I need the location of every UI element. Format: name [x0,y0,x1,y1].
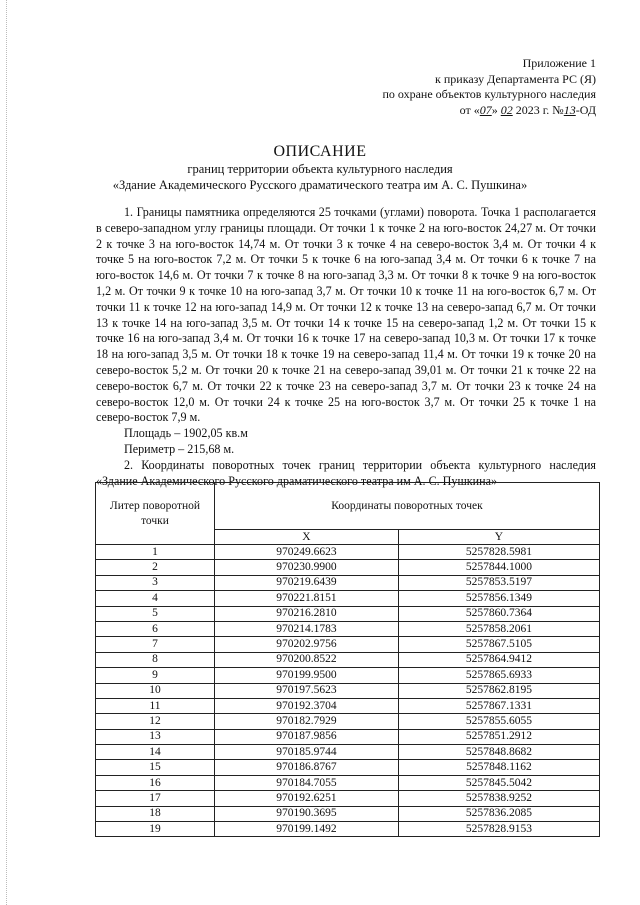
table-row [96,698,600,713]
cell-point: 15 [96,760,215,775]
cell-y: 5257836.2085 [398,806,599,821]
cell-y: 5257867.5105 [398,637,599,652]
subtitle-line-1: границ территории объекта культурного наследия [187,162,453,176]
cell-y: 5257851.2912 [398,729,599,744]
cell-point: 3 [96,575,215,590]
cell-x: 970182.7929 [215,714,399,729]
document-subtitle [0,162,640,193]
cell-x: 970192.6251 [215,791,399,806]
date-mid: » [491,102,501,117]
cell-x: 970219.6439 [215,575,399,590]
date-prefix: от « [459,102,480,117]
cell-y: 5257845.5042 [398,775,599,790]
coordinates-table [95,482,600,837]
cell-y: 5257858.2061 [398,621,599,636]
cell-point: 18 [96,806,215,821]
cell-x: 970249.6623 [215,545,399,560]
table-row [96,806,600,821]
table-row [96,791,600,806]
header-y: Y [398,530,599,545]
cell-point: 11 [96,698,215,713]
cell-y: 5257864.9412 [398,652,599,667]
table-row [96,621,600,636]
cell-x: 970216.2810 [215,606,399,621]
cell-x: 970184.7055 [215,775,399,790]
cell-point: 4 [96,591,215,606]
cell-x: 970185.9744 [215,745,399,760]
boundary-description-paragraph: 1. Границы памятника определяются 25 точками (углами) поворота. Точка 1 располагается в северо-западном углу границы площади. От точки 1 к точке 2 на юго-восток 24,27 м. От точки 2 к точке 3 на юго-восток 14,74 м. От точки 3 к точке 4 на северо-восток 3,4 м. От точки 4 к точке 5 на юго-восток 7,2 м. От точки 5 к точке 6 на юго-запад 3,4 м. От точки 6 к точке 7 на юго-восток 14,6 м. От точки 7 к точке 8 на юго-запад 3,3 м. От точки 8 к точке 9 на юго-восток 1,2 м. От точки 9 к точке 10 на юго-запад 3,7 м. От точки 10 к точке 11 на юго-восток 6,7 м. От точки 11 к точке 12 на юго-запад 14,9 м. От точки 12 к точке 13 на северо-запад 6,7 м. От точки 13 к точке 14 на юго-запад 3,5 м. От точки 14 к точке 15 на северо-запад 1,2 м. От точки 15 к точке 16 на юго-запад 3,4 м. От точки 16 к точке 17 на северо-запад 10,3 м. От точки 17 к точке 18 на юго-запад 3,5 м. От точки 18 к точке 19 на северо-запад 11,4 м. От точки 19 к точке 20 на северо-восток 5,2 м. От точки 20 к точке 21 на северо-запад 39,01 м. От точки 21 к точке 22 на северо-восток 6,7 м. От точки 22 к точке 23 на северо-запад 3,7 м. От точки 23 к точке 24 на северо-восток 12,0 м. От точки 24 к точке 25 на юго-восток 3,7 м. От точки 25 к точке 1 на северо-восток 7,9 м. [96,205,596,425]
cell-point: 6 [96,621,215,636]
cell-point: 16 [96,775,215,790]
cell-x: 970221.8151 [215,591,399,606]
cell-y: 5257848.8682 [398,745,599,760]
cell-y: 5257865.6933 [398,668,599,683]
cell-point: 2 [96,560,215,575]
table-row [96,760,600,775]
perimeter-line: Периметр – 215,68 м. [124,441,235,456]
cell-y: 5257855.6055 [398,714,599,729]
document-body [96,205,596,489]
cell-y: 5257867.1331 [398,698,599,713]
cell-y: 5257828.5981 [398,545,599,560]
cell-y: 5257838.9252 [398,791,599,806]
order-number-handwritten: 13 [563,102,576,117]
coordinates-table-body [96,545,600,837]
cell-x: 970199.1492 [215,822,399,837]
table-row [96,822,600,837]
table-row [96,591,600,606]
appendix-header [336,56,596,118]
table-row [96,606,600,621]
cell-point: 19 [96,822,215,837]
table-row [96,745,600,760]
cell-x: 970186.8767 [215,760,399,775]
cell-x: 970192.3704 [215,698,399,713]
cell-y: 5257856.1349 [398,591,599,606]
date-year: 2023 г. № [512,102,564,117]
table-row [96,668,600,683]
cell-point: 10 [96,683,215,698]
table-row [96,775,600,790]
table-row [96,575,600,590]
scan-edge-marks [6,0,9,905]
cell-point: 8 [96,652,215,667]
cell-y: 5257860.7364 [398,606,599,621]
appendix-date-line [336,103,596,119]
cell-x: 970202.9756 [215,637,399,652]
cell-point: 5 [96,606,215,621]
cell-point: 1 [96,545,215,560]
date-suffix: -ОД [575,102,596,117]
table-row [96,637,600,652]
cell-point: 9 [96,668,215,683]
date-day-handwritten: 07 [479,102,492,117]
table-row [96,560,600,575]
appendix-line-1: Приложение 1 [522,56,596,70]
cell-x: 970197.5623 [215,683,399,698]
area-line: Площадь – 1902,05 кв.м [124,426,248,441]
header-point-literal: Литер поворотной точки [96,483,215,545]
cell-x: 970214.1783 [215,621,399,636]
coordinates-intro-paragraph: 2. Координаты поворотных точек границ территории объекта культурного наследия «Здание Академического Русского драматического театра им А. С. Пушкина» [96,457,596,488]
cell-y: 5257844.1000 [398,560,599,575]
cell-x: 970200.8522 [215,652,399,667]
table-row [96,714,600,729]
header-coordinates: Координаты поворотных точек [215,483,600,530]
table-row [96,683,600,698]
header-x: X [215,530,399,545]
cell-x: 970199.9500 [215,668,399,683]
date-month-handwritten: 02 [500,102,513,117]
cell-x: 970230.9900 [215,560,399,575]
cell-point: 14 [96,745,215,760]
cell-point: 13 [96,729,215,744]
cell-x: 970187.9856 [215,729,399,744]
cell-y: 5257828.9153 [398,822,599,837]
cell-point: 7 [96,637,215,652]
appendix-line-3: по охране объектов культурного наследия [382,87,596,101]
table-row [96,545,600,560]
cell-point: 12 [96,714,215,729]
cell-y: 5257848.1162 [398,760,599,775]
document-title: ОПИСАНИЕ [273,143,367,160]
subtitle-line-2: «Здание Академического Русского драматического театра им А. С. Пушкина» [112,177,528,192]
cell-point: 17 [96,791,215,806]
table-row [96,729,600,744]
cell-y: 5257862.8195 [398,683,599,698]
cell-x: 970190.3695 [215,806,399,821]
cell-y: 5257853.5197 [398,575,599,590]
appendix-line-2: к приказу Департамента РС (Я) [435,71,596,86]
table-row [96,652,600,667]
